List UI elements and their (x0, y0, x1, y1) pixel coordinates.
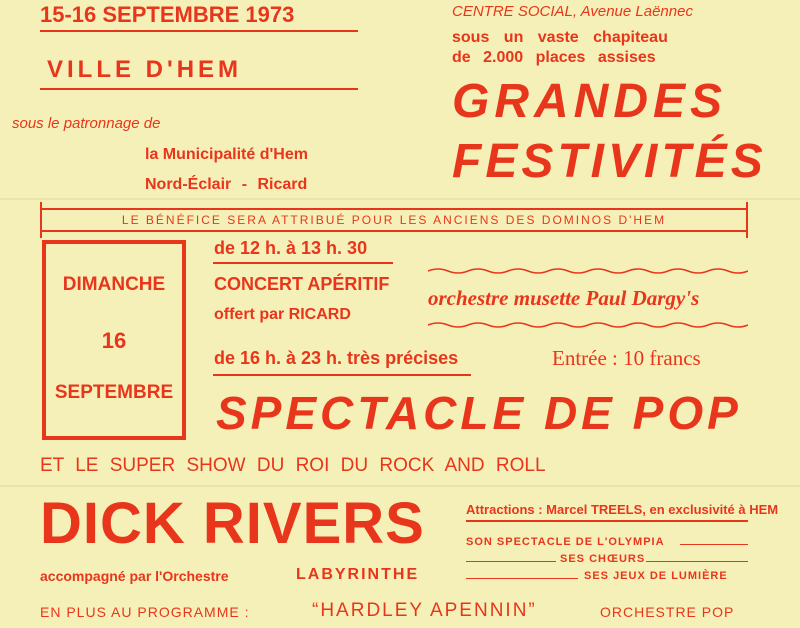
entry-price: Entrée : 10 francs (552, 346, 701, 370)
attraction-item-3: SES JEUX DE LUMIÈRE (584, 570, 728, 582)
day-box (42, 240, 186, 440)
venue-tent: sous un vaste chapiteau (452, 29, 668, 46)
concert-aperitif: CONCERT APÉRITIF (214, 274, 390, 294)
item2-rule-left (466, 561, 556, 562)
footer-act: “HARDLEY APENNIN” (312, 600, 537, 621)
accompanied-by: accompagné par l'Orchestre (40, 568, 229, 584)
item3-rule (466, 578, 578, 579)
band-name: LABYRINTHE (296, 566, 420, 583)
city-underline (40, 88, 358, 90)
program-time2: de 16 h. à 23 h. très précises (214, 348, 459, 368)
time1-underline (213, 262, 393, 264)
event-dates: 15-16 SEPTEMBRE 1973 (40, 2, 295, 27)
title-festivites: FESTIVITÉS (452, 135, 767, 188)
attractions-line: Attractions : Marcel TREELS, en exclusivité à HEM (466, 502, 779, 517)
program-time1: de 12 h. à 13 h. 30 (214, 238, 368, 258)
time2-underline (213, 374, 471, 376)
benefit-text: LE BÉNÉFICE SERA ATTRIBUÉ POUR LES ANCIENS DES DOMINOS D'HEM (121, 213, 667, 227)
benefit-banner (40, 208, 748, 232)
spectacle-pop: SPECTACLE DE POP (216, 387, 742, 439)
orchestra-wave-bottom (428, 316, 748, 324)
patronage-text: sous le patronnage de (12, 115, 161, 132)
day-weekday: DIMANCHE (62, 274, 166, 295)
city-name: VILLE D'HEM (47, 56, 243, 83)
day-number: 16 (101, 328, 127, 353)
orchestra-wave-top (428, 262, 748, 270)
star-name: DICK RIVERS (40, 491, 425, 556)
attraction-item-1: SON SPECTACLE DE L'OLYMPIA (466, 536, 665, 548)
item1-rule (680, 544, 748, 545)
super-show: ET LE SUPER SHOW DU ROI DU ROCK AND ROLL (40, 455, 546, 476)
item2-rule-right (646, 561, 748, 562)
title-grandes: GRANDES (452, 75, 728, 128)
paper-fold-2 (0, 485, 800, 487)
attraction-item-2: SES CHŒURS (560, 553, 646, 565)
venue-center: CENTRE SOCIAL, Avenue Laënnec (452, 3, 693, 20)
venue-seats: de 2.000 places assises (452, 49, 656, 66)
sponsors: Nord-Éclair - Ricard (145, 176, 308, 193)
attractions-underline (466, 520, 748, 522)
municipality: la Municipalité d'Hem (145, 146, 308, 163)
date-underline (40, 30, 358, 32)
offered-by: offert par RICARD (214, 306, 351, 323)
paper-fold (0, 198, 800, 200)
footer-suffix: ORCHESTRE POP (600, 604, 735, 620)
orchestra-musette: orchestre musette Paul Dargy's (428, 286, 700, 310)
day-month: SEPTEMBRE (54, 382, 174, 403)
footer-prefix: EN PLUS AU PROGRAMME : (40, 604, 250, 620)
